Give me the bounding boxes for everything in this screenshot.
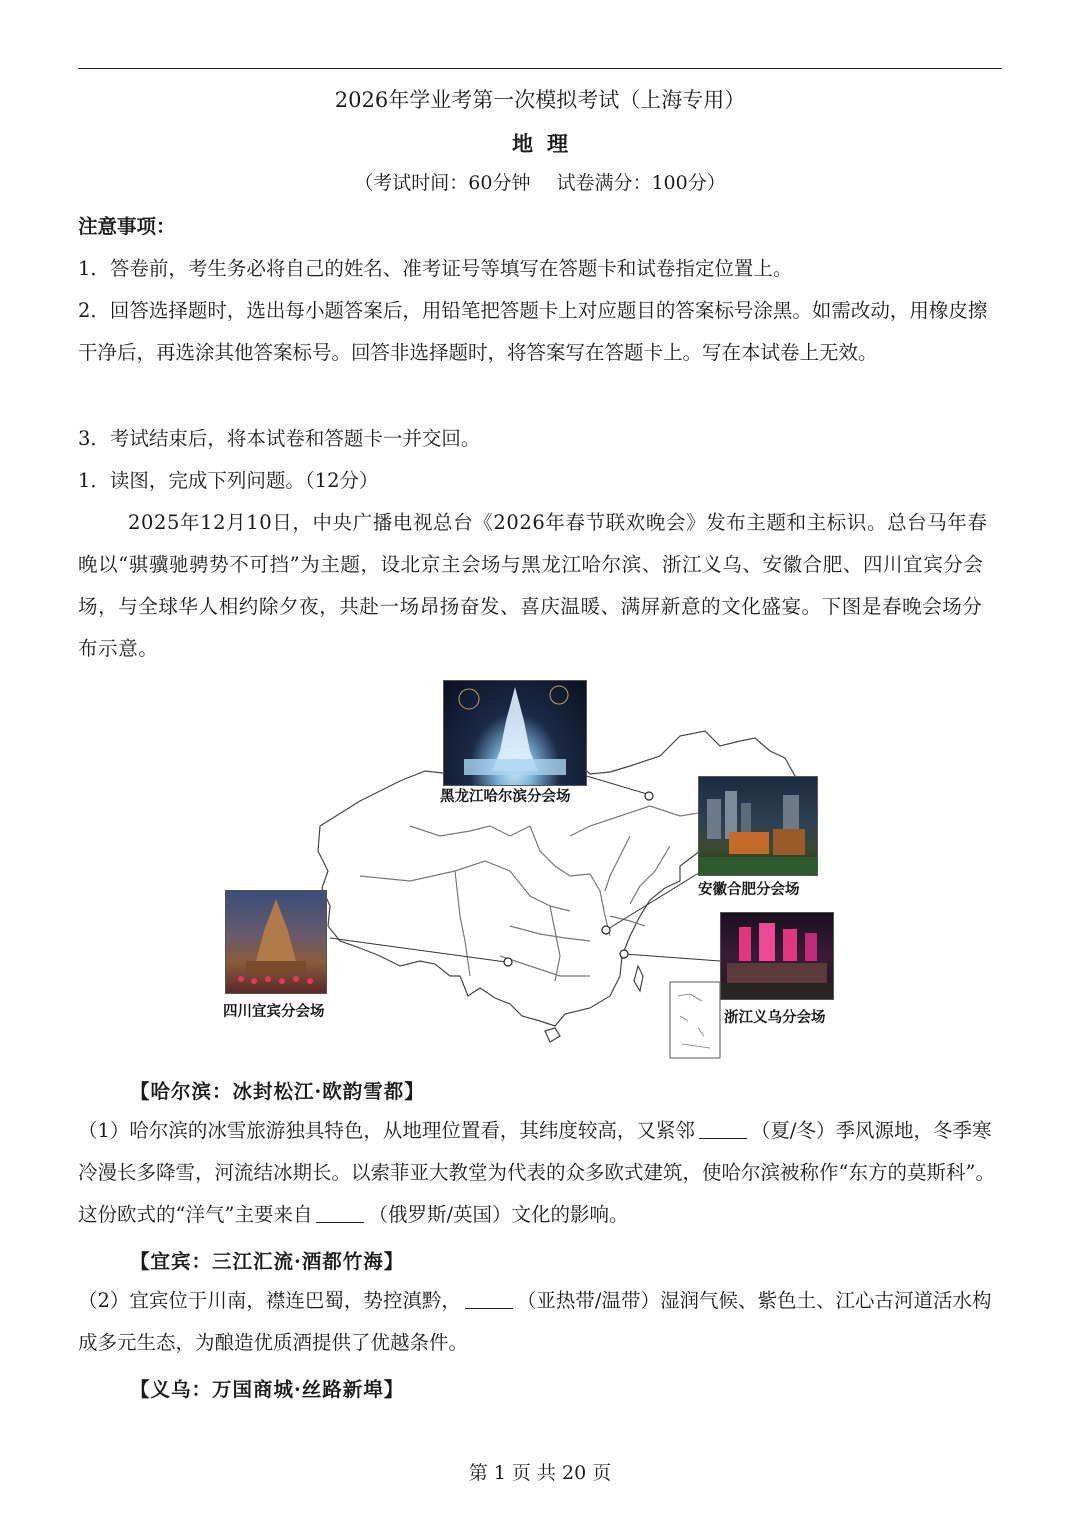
yibin-caption: 四川宜宾分会场 xyxy=(223,1004,325,1020)
notice-item-2: 2．回答选择题时，选出每小题答案后，用铅笔把答题卡上对应题目的答案标号涂黑。如需改动，用橡皮擦干净后，再选涂其他答案标号。回答非选择题时，将答案写在答题卡上。写在本试卷上无效。 xyxy=(78,299,988,364)
page-footer: 第 1 页 共 20 页 xyxy=(468,1462,612,1484)
full-score: 试卷满分：100分） xyxy=(556,172,726,194)
yibin-leader-line xyxy=(330,938,506,962)
venue-map-figure xyxy=(210,676,870,1066)
harbin-caption: 黑龙江哈尔滨分会场 xyxy=(440,789,571,805)
hefei-caption: 安徽合肥分会场 xyxy=(698,882,800,898)
yiwu-leader-line xyxy=(624,954,720,961)
sub-question-2: （2）宜宾位于川南，襟连巴蜀，势控滇黔， （亚热带/温带）湿润气候、紫色土、江心古河道活水构成多元生态，为酿造优质酒提供了优越条件。 xyxy=(78,1289,992,1354)
question-1-intro: 2025年12月10日，中央广播电视总台《2026年春节联欢晚会》发布主题和主标识。总台马年春晚以“骐骥驰骋势不可挡”为主题，设北京主会场与黑龙江哈尔滨、浙江义乌、安徽合肥、四川宜宾分会场，与全球华人相约除夕夜，共赴一场昂扬奋发、喜庆温暖、满屏新意的文化盛宴。下图是春晚会场分布示意。 xyxy=(78,511,988,660)
section-harbin-heading: 【哈尔滨：冰封松江·欧韵雪都】 xyxy=(130,1080,425,1103)
exam-time: （考试时间：60分钟 xyxy=(354,172,531,194)
yiwu-marker xyxy=(620,950,628,958)
header-rule xyxy=(78,68,1002,69)
harbin-venue-photo xyxy=(443,680,587,786)
notice-item-1: 1．答卷前，考生务必将自己的姓名、准考证号等填写在答题卡和试卷指定位置上。 xyxy=(78,257,793,280)
section-yiwu-heading: 【义乌：万国商城·丝路新埠】 xyxy=(130,1378,405,1401)
yibin-venue-photo xyxy=(225,890,327,994)
answer-blank-1[interactable] xyxy=(699,1118,747,1139)
hefei-leader-line xyxy=(608,866,710,929)
question-1-prompt: 1．读图，完成下列问题。（12分） xyxy=(78,469,379,492)
answer-blank-3[interactable] xyxy=(465,1288,513,1309)
yiwu-venue-photo xyxy=(720,912,834,1000)
exam-info xyxy=(0,168,1080,195)
section-yibin-heading: 【宜宾：三江汇流·酒都竹海】 xyxy=(130,1250,405,1273)
exam-title: 2026年学业考第一次模拟考试（上海专用） xyxy=(334,88,746,112)
notice-heading: 注意事项： xyxy=(78,215,176,238)
yiwu-caption: 浙江义乌分会场 xyxy=(724,1010,826,1026)
hefei-marker xyxy=(602,926,610,934)
sub-question-1: （1）哈尔滨的冰雪旅游独具特色，从地理位置看，其纬度较高，又紧邻 （夏/冬）季风源地，冬季寒冷漫长多降雪，河流结冰期长。以索菲亚大教堂为代表的众多欧式建筑，使哈尔滨被称作“东方的莫斯科”。这份欧式的“洋气”主要来自 （俄罗斯/英国）文化的影响。 xyxy=(78,1119,995,1226)
answer-blank-2[interactable] xyxy=(316,1202,364,1223)
subject-title: 地理 xyxy=(512,131,582,156)
harbin-marker xyxy=(645,792,653,800)
notice-item-3: 3．考试结束后，将本试卷和答题卡一并交回。 xyxy=(78,427,481,450)
yibin-marker xyxy=(504,958,512,966)
hefei-venue-photo xyxy=(698,776,818,876)
